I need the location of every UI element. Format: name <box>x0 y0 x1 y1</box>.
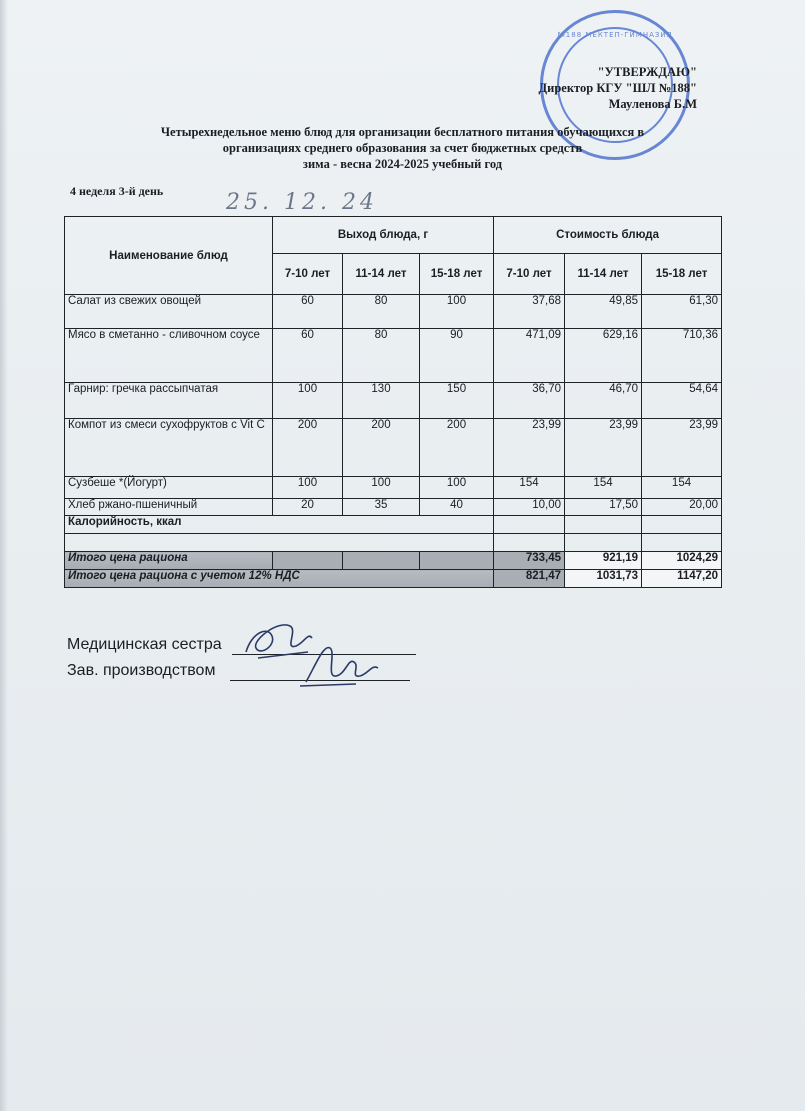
cost-value: 154 <box>494 477 565 499</box>
output-value: 90 <box>420 329 494 383</box>
gray-cell <box>273 552 343 570</box>
cost-value: 37,68 <box>494 295 565 329</box>
total-value: 733,45 <box>494 552 565 570</box>
output-value: 60 <box>273 295 343 329</box>
cost-value: 629,16 <box>565 329 642 383</box>
table-row <box>65 419 722 477</box>
dish-name: Салат из свежих овощей <box>65 295 273 329</box>
cost-value: 20,00 <box>642 499 722 516</box>
header-age: 7-10 лет <box>494 254 565 295</box>
empty-row <box>65 534 722 552</box>
table-row <box>65 295 722 329</box>
empty-cell <box>565 516 642 534</box>
manager-signature-label: Зав. производством <box>67 662 216 679</box>
empty-cell <box>494 516 565 534</box>
header-age: 15-18 лет <box>642 254 722 295</box>
stamp-text: №188 МЕКТЕП-ГИМНАЗИЯ <box>557 31 673 39</box>
output-value: 100 <box>273 477 343 499</box>
title-line-2: организациях среднего образования за счет бюджетных средств <box>222 141 583 155</box>
header-age: 11-14 лет <box>565 254 642 295</box>
cost-value: 23,99 <box>642 419 722 477</box>
table-row <box>65 477 722 499</box>
dish-name: Сузбеше *(Йогурт) <box>65 477 273 499</box>
calories-label: Калорийность, ккал <box>65 516 494 534</box>
output-value: 200 <box>420 419 494 477</box>
output-value: 40 <box>420 499 494 516</box>
total-vat-label: Итого цена рациона с учетом 12% НДС <box>65 570 494 588</box>
output-value: 80 <box>343 295 420 329</box>
menu-table <box>64 216 722 588</box>
dish-name: Гарнир: гречка рассыпчатая <box>65 383 273 419</box>
approval-line-2: Директор КГУ "ШЛ №188" <box>538 81 697 95</box>
dish-name: Мясо в сметанно - сливочном соусе <box>65 329 273 383</box>
table-header-row <box>65 217 722 254</box>
cost-value: 710,36 <box>642 329 722 383</box>
total-value: 921,19 <box>565 552 642 570</box>
approval-line-3: Мауленова Б.М <box>608 97 697 111</box>
output-value: 100 <box>273 383 343 419</box>
output-value: 130 <box>343 383 420 419</box>
cost-value: 36,70 <box>494 383 565 419</box>
approval-line-1: "УТВЕРЖДАЮ" <box>597 65 697 79</box>
header-age: 7-10 лет <box>273 254 343 295</box>
cost-value: 54,64 <box>642 383 722 419</box>
empty-cell <box>642 534 722 552</box>
total-value: 1024,29 <box>642 552 722 570</box>
total-vat-value: 1031,73 <box>565 570 642 588</box>
output-value: 20 <box>273 499 343 516</box>
cost-value: 471,09 <box>494 329 565 383</box>
table-row <box>65 329 722 383</box>
approval-block <box>539 64 697 112</box>
total-row <box>65 552 722 570</box>
cost-value: 17,50 <box>565 499 642 516</box>
gray-cell <box>420 552 494 570</box>
total-vat-value: 821,47 <box>494 570 565 588</box>
header-output: Выход блюда, г <box>273 217 494 254</box>
gray-cell <box>343 552 420 570</box>
cost-value: 154 <box>642 477 722 499</box>
output-value: 100 <box>420 477 494 499</box>
cost-value: 10,00 <box>494 499 565 516</box>
output-value: 200 <box>343 419 420 477</box>
output-value: 60 <box>273 329 343 383</box>
header-cost: Стоимость блюда <box>494 217 722 254</box>
cost-value: 154 <box>565 477 642 499</box>
table-row <box>65 499 722 516</box>
output-value: 100 <box>343 477 420 499</box>
output-value: 200 <box>273 419 343 477</box>
header-age: 11-14 лет <box>343 254 420 295</box>
cost-value: 61,30 <box>642 295 722 329</box>
table-row <box>65 383 722 419</box>
output-value: 35 <box>343 499 420 516</box>
calories-row <box>65 516 722 534</box>
cost-value: 23,99 <box>565 419 642 477</box>
empty-cell <box>565 534 642 552</box>
total-label: Итого цена рациона <box>65 552 273 570</box>
header-age: 15-18 лет <box>420 254 494 295</box>
manager-signature-mark <box>296 634 386 694</box>
dish-name: Компот из смеси сухофруктов с Vit C <box>65 419 273 477</box>
document-title <box>0 124 805 172</box>
empty-cell <box>494 534 565 552</box>
handwritten-date: 25. 12. 24 <box>226 190 378 215</box>
day-label: 4 неделя 3-й день <box>70 184 164 198</box>
empty-cell <box>65 534 494 552</box>
cost-value: 46,70 <box>565 383 642 419</box>
total-vat-value: 1147,20 <box>642 570 722 588</box>
title-line-3: зима - весна 2024-2025 учебный год <box>302 157 503 171</box>
output-value: 80 <box>343 329 420 383</box>
title-line-1: Четырехнедельное меню блюд для организации бесплатного питания обучающихся в <box>160 125 645 139</box>
nurse-signature-label: Медицинская сестра <box>67 636 222 653</box>
cost-value: 23,99 <box>494 419 565 477</box>
dish-name: Хлеб ржано-пшеничный <box>65 499 273 516</box>
output-value: 150 <box>420 383 494 419</box>
header-dish-name: Наименование блюд <box>65 217 273 295</box>
empty-cell <box>642 516 722 534</box>
output-value: 100 <box>420 295 494 329</box>
total-vat-row <box>65 570 722 588</box>
cost-value: 49,85 <box>565 295 642 329</box>
